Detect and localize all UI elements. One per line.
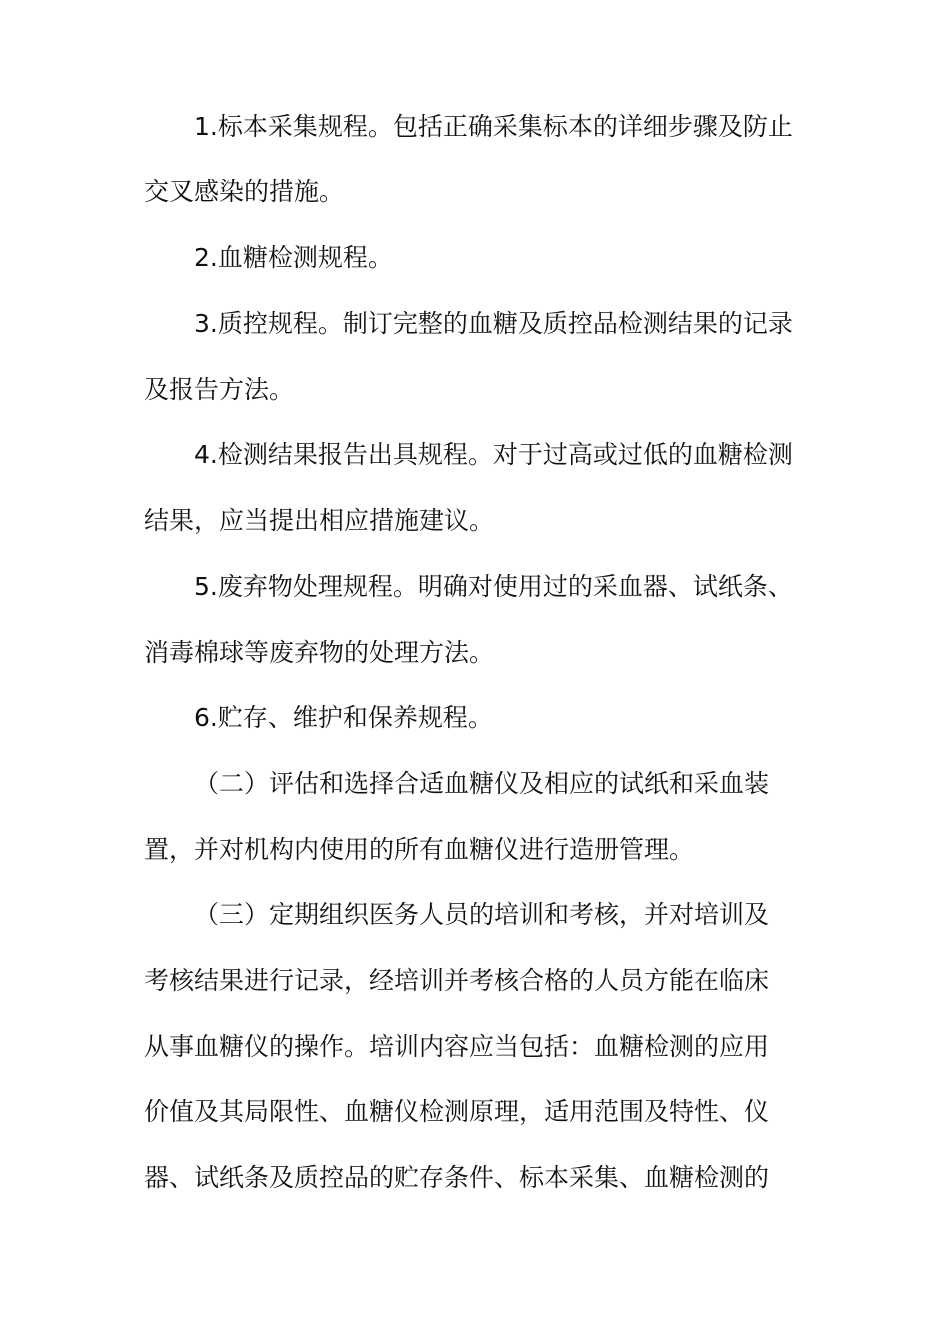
text-line: 置，并对机构内使用的所有血糖仪进行造册管理。 (144, 835, 695, 864)
text-line: 交叉感染的措施。 (144, 177, 345, 206)
text-line: 器、试纸条及质控品的贮存条件、标本采集、血糖检测的 (144, 1163, 770, 1192)
text-line: 及报告方法。 (144, 375, 295, 404)
text-line: 价值及其局限性、血糖仪检测原理，适用范围及特性、仪 (144, 1097, 770, 1126)
text-line: 消毒棉球等废弃物的处理方法。 (144, 638, 495, 667)
text-line: 1.标本采集规程。包括正确采集标本的详细步骤及防止 (194, 112, 793, 141)
text-line: 3.质控规程。制订完整的血糖及质控品检测结果的记录 (194, 309, 793, 338)
text-line: 6.贮存、维护和保养规程。 (194, 703, 493, 732)
text-line: 2.血糖检测规程。 (194, 243, 393, 272)
text-line: （二）评估和选择合适血糖仪及相应的试纸和采血装 (194, 769, 770, 798)
text-line: （三）定期组织医务人员的培训和考核，并对培训及 (194, 900, 770, 929)
text-line: 考核结果进行记录，经培训并考核合格的人员方能在临床 (144, 966, 770, 995)
text-line: 结果，应当提出相应措施建议。 (144, 506, 495, 535)
text-line: 4.检测结果报告出具规程。对于过高或过低的血糖检测 (194, 440, 793, 469)
text-line: 5.废弃物处理规程。明确对使用过的采血器、试纸条、 (194, 572, 793, 601)
text-line: 从事血糖仪的操作。培训内容应当包括：血糖检测的应用 (144, 1032, 770, 1061)
